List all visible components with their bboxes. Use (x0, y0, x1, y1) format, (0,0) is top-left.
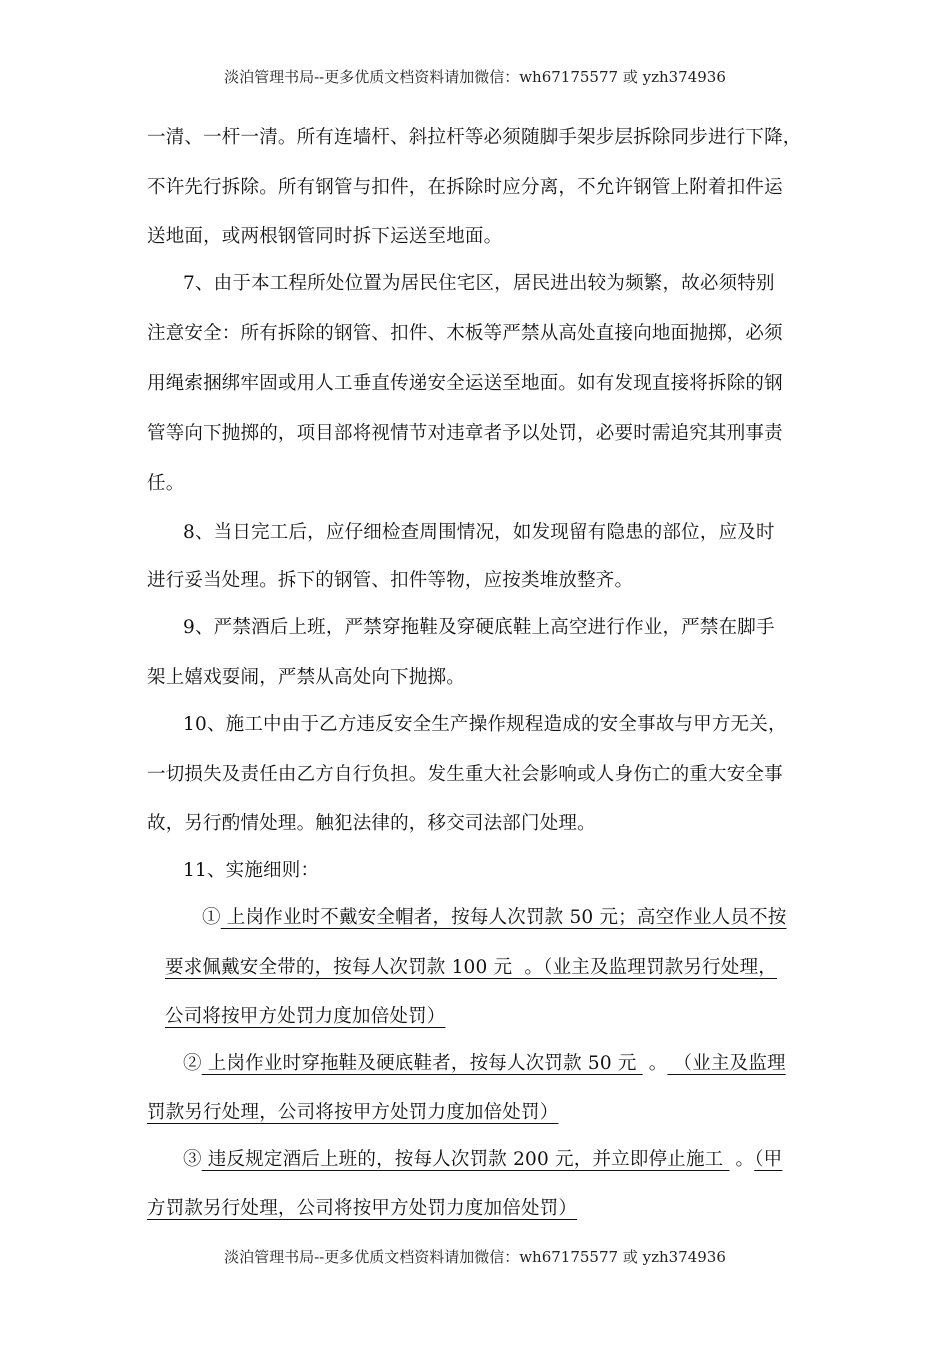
body-line: 8、当日完工后，应仔细检查周围情况，如发现留有隐患的部位，应及时 (183, 522, 775, 543)
rule-2-marker: ② (183, 1053, 202, 1074)
body-line: 任。 (147, 473, 185, 494)
body-line: 不许先行拆除。所有钢管与扣件，在拆除时应分离，不允许钢管上附着扣件运 (147, 177, 783, 198)
rule-3-line-1 (183, 1145, 782, 1171)
body-line: 11、实施细则： (183, 860, 320, 881)
body-line: 管等向下抛掷的，项目部将视情节对违章者予以处罚，必要时需追究其刑事责 (147, 423, 783, 444)
body-line: 一清、一杆一清。所有连墙杆、斜拉杆等必须随脚手架步层拆除同步进行下降， (147, 127, 802, 148)
rule-3-note: 方罚款另行处理，公司将按甲方处罚力度加倍处罚） (147, 1198, 578, 1219)
rule-1-text: 公司将按甲方处罚力度加倍处罚） (165, 1006, 446, 1027)
rule-1-line-3 (165, 1002, 446, 1028)
body-line: 用绳索捆绑牢固或用人工垂直传递安全运送至地面。如有发现直接将拆除的钢 (147, 373, 783, 394)
body-line: 进行妥当处理。拆下的钢管、扣件等物，应按类堆放整齐。 (147, 570, 634, 591)
rule-1-marker: ① (202, 907, 221, 928)
rule-3-text: 违反规定酒后上班的，按每人次罚款 200 元，并立即停止施工 (201, 1149, 730, 1170)
rule-1-line-1 (202, 903, 787, 929)
rule-1-text: 上岗作业时不戴安全帽者，按每人次罚款 50 元；高空作业人员不按 (220, 907, 787, 928)
rule-2-text: 上岗作业时穿拖鞋及硬底鞋者，按每人次罚款 50 元 (201, 1053, 643, 1074)
body-line: 注意安全：所有拆除的钢管、扣件、木板等严禁从高处直接向地面抛掷，必须 (147, 323, 783, 344)
rule-2-line-2 (147, 1098, 558, 1124)
body-line: 7、由于本工程所处位置为居民住宅区，居民进出较为频繁，故必须特别 (183, 273, 775, 294)
page-footer: 淡泊管理书局--更多优质文档资料请加微信：wh67175577 或 yzh374936 (224, 1248, 726, 1266)
rule-3-marker: ③ (183, 1149, 202, 1170)
page-header: 淡泊管理书局--更多优质文档资料请加微信：wh67175577 或 yzh374936 (224, 68, 726, 86)
body-line: 架上嬉戏耍闹，严禁从高处向下抛掷。 (147, 667, 465, 688)
body-line: 故，另行酌情处理。触犯法律的，移交司法部门处理。 (147, 813, 596, 834)
rule-3-line-2 (147, 1194, 577, 1220)
rule-2-note: （业主及监理 (667, 1053, 786, 1074)
rule-2-separator: 。 (642, 1053, 668, 1074)
rule-3-separator: 。 (729, 1149, 755, 1170)
rule-1-text: 要求佩戴安全带的，按每人次罚款 100 元 。（业主及监理罚款另行处理， (165, 957, 777, 978)
body-line: 送地面，或两根钢管同时拆下运送至地面。 (147, 226, 503, 247)
body-line: 一切损失及责任由乙方自行负担。发生重大社会影响或人身伤亡的重大安全事 (147, 764, 783, 785)
rule-2-note: 罚款另行处理，公司将按甲方处罚力度加倍处罚） (147, 1102, 559, 1123)
body-line: 9、严禁酒后上班，严禁穿拖鞋及穿硬底鞋上高空进行作业，严禁在脚手 (183, 617, 775, 638)
rule-2-line-1 (183, 1049, 786, 1075)
rule-3-note: （甲 (754, 1149, 783, 1170)
body-line: 10、施工中由于乙方违反安全生产操作规程造成的安全事故与甲方无关， (183, 714, 787, 735)
rule-1-line-2 (165, 953, 777, 979)
